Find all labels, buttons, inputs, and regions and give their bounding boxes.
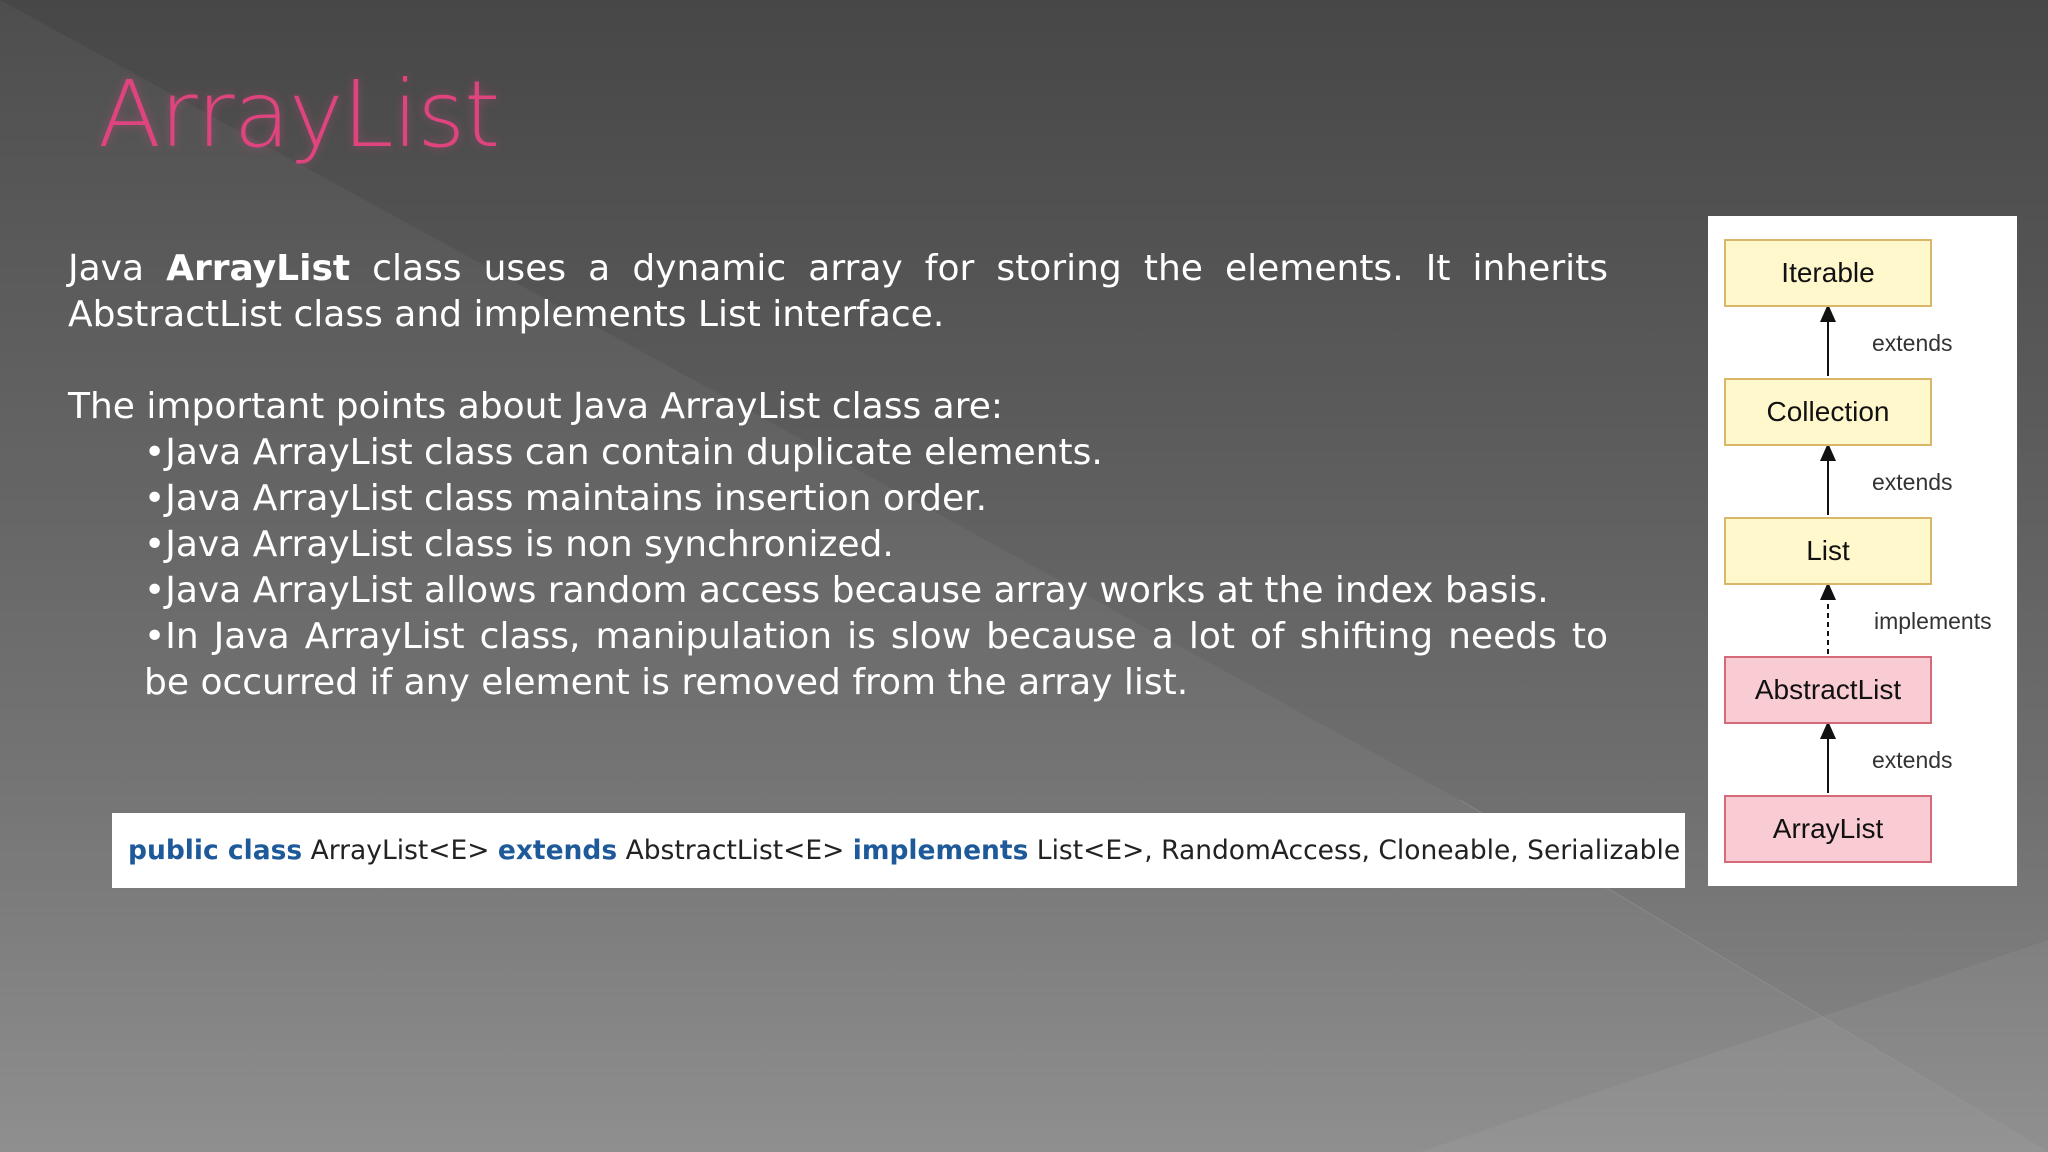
intro-suffix: class uses a dynamic array for storing the elements. It inherits AbstractList class and implements List interface. [68, 248, 1608, 335]
edge-label-implements: implements [1874, 608, 1992, 634]
node-arraylist: ArrayList [1724, 795, 1932, 863]
edge-label-extends: extends [1872, 469, 1953, 495]
keyword-implements: implements [852, 835, 1029, 866]
keyword-public-class: public class [128, 835, 303, 866]
node-collection: Collection [1724, 378, 1932, 446]
class-declaration-code [112, 813, 1685, 888]
bullet-marker: • [144, 616, 166, 657]
node-abstractlist: AbstractList [1724, 656, 1932, 724]
list-item [144, 430, 1608, 476]
point-text: Java ArrayList class is non synchronized. [165, 524, 894, 565]
point-text: Java ArrayList class maintains insertion order. [165, 478, 988, 519]
edge-label-extends: extends [1872, 330, 1953, 356]
interface-list: List<E>, RandomAccess, Cloneable, Serializable [1028, 835, 1681, 866]
slide-title: ArrayList [98, 61, 500, 168]
bullet-marker: • [144, 478, 166, 519]
edge-label-extends: extends [1872, 747, 1953, 773]
node-list: List [1724, 517, 1932, 585]
parent-class: AbstractList<E> [617, 835, 853, 866]
points-heading: The important points about Java ArrayList class are: [68, 386, 1003, 427]
intro-bold-classname: ArrayList [166, 248, 351, 289]
point-text: Java ArrayList allows random access because array works at the index basis. [165, 570, 1549, 611]
node-iterable: Iterable [1724, 239, 1932, 307]
points-list [68, 430, 1608, 706]
point-text: In Java ArrayList class, manipulation is slow because a lot of shifting needs to be occurred if any element is removed from the array list. [144, 616, 1608, 703]
class-name: ArrayList<E> [302, 835, 498, 866]
slide-body [68, 246, 1608, 706]
point-text: Java ArrayList class can contain duplicate elements. [165, 432, 1103, 473]
intro-prefix: Java [68, 248, 167, 289]
list-item [144, 522, 1608, 568]
intro-paragraph [68, 246, 1608, 338]
hierarchy-diagram [1708, 216, 2017, 886]
keyword-extends: extends [497, 835, 618, 866]
bullet-marker: • [144, 524, 166, 565]
list-item [144, 614, 1608, 706]
list-item [144, 476, 1608, 522]
bullet-marker: • [144, 432, 166, 473]
bullet-marker: • [144, 570, 166, 611]
list-item [144, 568, 1608, 614]
